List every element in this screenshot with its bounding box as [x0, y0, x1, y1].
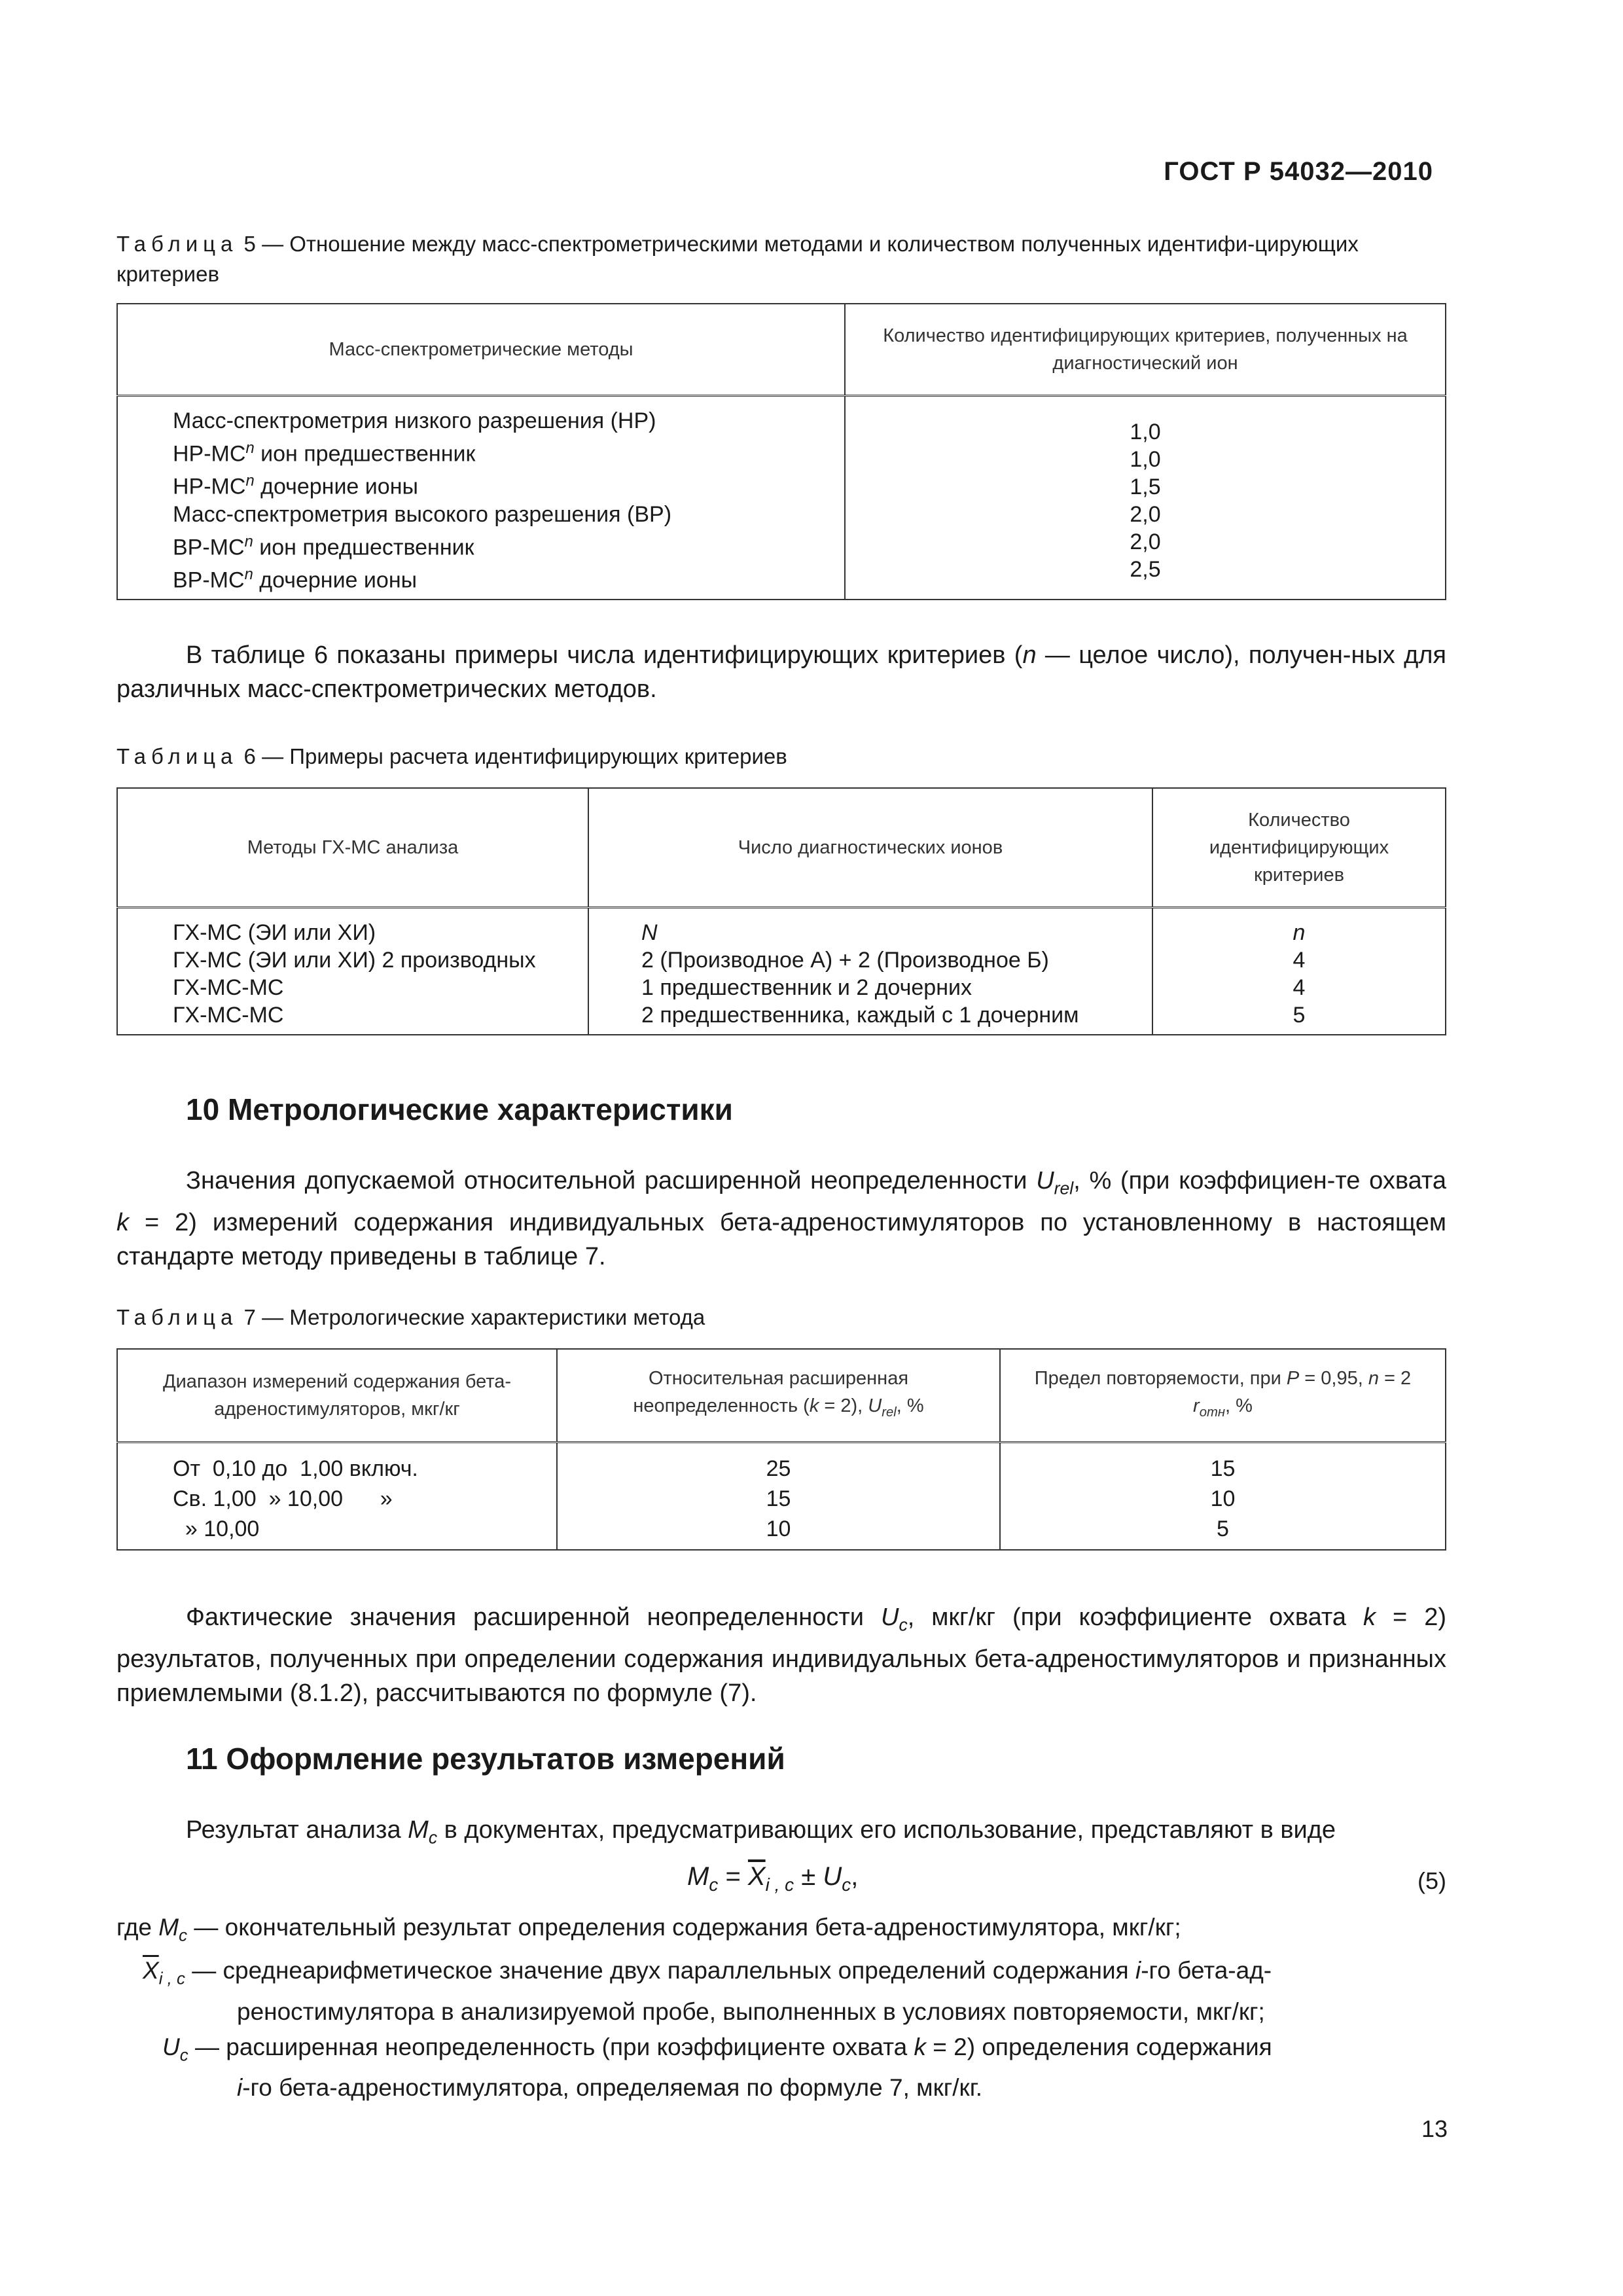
table-cell: 2,5	[1130, 556, 1161, 582]
table5-col1-header: Масс-спектрометрические методы	[117, 304, 845, 396]
table7-r-cell	[1000, 1443, 1446, 1551]
table-cell: 10	[1210, 1486, 1236, 1511]
table-cell: ГХ-МС-МС	[173, 1003, 284, 1028]
table-cell: ГХ-МС (ЭИ или ХИ) 2 производных	[173, 948, 536, 973]
table-row: $ВР-МС^n$ ион предшественник	[173, 532, 474, 560]
table-cell: 15	[766, 1486, 791, 1511]
page-number: 13	[1421, 2115, 1448, 2142]
table-cell: n	[1293, 920, 1306, 945]
section10-heading: 10 Метрологические характеристики	[186, 1092, 733, 1126]
legend-item-uc: $U_c$ — расширенная неопределенность (при коэффициенте охвата k = 2) определения содержания	[162, 2033, 1272, 2065]
table-cell: 5	[1293, 1003, 1306, 1028]
caption-text: 5 — Отношение между масс-спектрометрическими методами и количеством полученных идентифи-цирующих критериев	[116, 232, 1359, 286]
caption-text: 6 — Примеры расчета идентифицирующих критериев	[238, 744, 787, 768]
table-row: Масс-спектрометрия высокого разрешения (ВР)	[173, 501, 672, 527]
table-row: $НР-МС^n$ дочерние ионы	[173, 472, 418, 499]
legend-item-mc: где $M_c$ — окончательный результат определения содержания бета-адреностимулятора, мкг/кг;	[116, 1914, 1181, 1945]
table5	[116, 303, 1446, 600]
table6-col2-header: Число диагностических ионов	[588, 788, 1152, 908]
formula-5: $M_c = \overline{X}_{i , c} \pm U_c$,	[687, 1862, 859, 1895]
caption-word: Таблица	[116, 1305, 238, 1329]
paragraph-table6-intro: В таблице 6 показаны примеры числа идентифицирующих критериев (n — целое число), получен-ных для различных масс-спектрометрических методов.	[116, 641, 1446, 703]
table6-caption	[116, 742, 1445, 772]
legend-item-xic: $\overline{X}_{i , c}$ — среднеарифметическое значение двух параллельных определений содержания i-го бета-ад-	[143, 1957, 1272, 1988]
table5-caption	[116, 229, 1445, 289]
legend-item-xic-cont: реностимулятора в анализируемой пробе, выполненных в условиях повторяемости, мкг/кг;	[237, 1998, 1265, 2025]
caption-text: 7 — Метрологические характеристики метода	[238, 1305, 705, 1329]
table-cell: 25	[766, 1456, 791, 1481]
table6-methods-cell	[117, 908, 588, 1035]
table6	[116, 787, 1446, 1035]
table-row: $ВР-МС^n$ дочерние ионы	[173, 565, 418, 593]
table-cell: 5	[1217, 1516, 1229, 1541]
section11-heading: 11 Оформление результатов измерений	[186, 1742, 785, 1776]
table7-u-cell	[557, 1443, 1000, 1551]
table-cell: 2,0	[1130, 529, 1161, 554]
document-id-header: ГОСТ Р 54032—2010	[1164, 157, 1433, 186]
section11-paragraph: Результат анализа $M_c$ в документах, предусматривающих его использование, представляют в виде	[186, 1816, 1336, 1848]
table6-ions-cell	[588, 908, 1152, 1035]
table-cell: N	[641, 920, 658, 945]
table-cell: 1,5	[1130, 474, 1161, 499]
table-cell: 2,0	[1130, 501, 1161, 527]
table7-caption	[116, 1302, 1445, 1333]
table-cell: » 10,00	[173, 1516, 260, 1541]
caption-word: Таблица	[116, 744, 238, 768]
table-cell: 4	[1293, 975, 1306, 1000]
table5-col2-header: Количество идентифицирующих критериев, полученных на диагностический ион	[845, 304, 1446, 396]
table-cell: 2 (Производное А) + 2 (Производное Б)	[641, 948, 1049, 973]
uncertainty-paragraph: Фактические значения расширенной неопределенности $U_c$, мкг/кг (при коэффициенте охвата k = 2) результатов, полученных при определении содержания индивидуальных бета-адреностимуляторов и признанных приемлемыми (8.1.2), рассчитываются по формуле (7).	[116, 1604, 1446, 1707]
table7-col2-header: Относительная расширенная неопределенность (k = 2), $U_{rel}$, %	[557, 1349, 1000, 1443]
table-cell: ГХ-МС (ЭИ или ХИ)	[173, 920, 376, 945]
table7-range-cell	[117, 1443, 557, 1551]
table-cell: ГХ-МС-МС	[173, 975, 284, 1000]
table6-col3-header: Количество идентифицирующих критериев	[1152, 788, 1446, 908]
table5-values-cell	[845, 396, 1446, 600]
formula-legend	[116, 1911, 1452, 2104]
table-row: $НР-МС^n$ ион предшественник	[173, 439, 476, 467]
caption-word: Таблица	[116, 232, 238, 256]
table-cell: 1,0	[1130, 446, 1161, 472]
table7-col1-header: Диапазон измерений содержания бета-адреностимуляторов, мкг/кг	[117, 1349, 557, 1443]
table-cell: 15	[1210, 1456, 1236, 1481]
table-row: Масс-спектрометрия низкого разрешения (НР)	[173, 408, 656, 433]
table-cell: 1 предшественник и 2 дочерних	[641, 975, 972, 1000]
table-cell: 2 предшественника, каждый с 1 дочерним	[641, 1003, 1079, 1028]
table-cell: 10	[766, 1516, 791, 1541]
table7	[116, 1348, 1446, 1551]
table6-col1-header: Методы ГХ-МС анализа	[117, 788, 588, 908]
table7-col3-header: Предел повторяемости, при P = 0,95, n = 2 $r_{отн}$, %	[1000, 1349, 1446, 1443]
table-cell: 4	[1293, 948, 1306, 973]
formula-number: (5)	[1418, 1867, 1446, 1894]
table6-count-cell	[1152, 908, 1446, 1035]
section10-paragraph: Значения допускаемой относительной расширенной неопределенности $U_{rel}$, % (при коэффициен-те охвата k = 2) измерений содержания индивидуальных бета-адреностимуляторов по установленному в настоящем стандарте методу приведены в таблице 7.	[116, 1167, 1446, 1270]
table5-methods-cell	[117, 396, 845, 600]
table-cell: От 0,10 до 1,00 включ.	[173, 1456, 418, 1481]
legend-item-uc-cont: i-го бета-адреностимулятора, определяемая по формуле 7, мкг/кг.	[237, 2074, 982, 2102]
table-cell: Св. 1,00 » 10,00 »	[173, 1486, 393, 1511]
table-cell: 1,0	[1130, 419, 1161, 444]
